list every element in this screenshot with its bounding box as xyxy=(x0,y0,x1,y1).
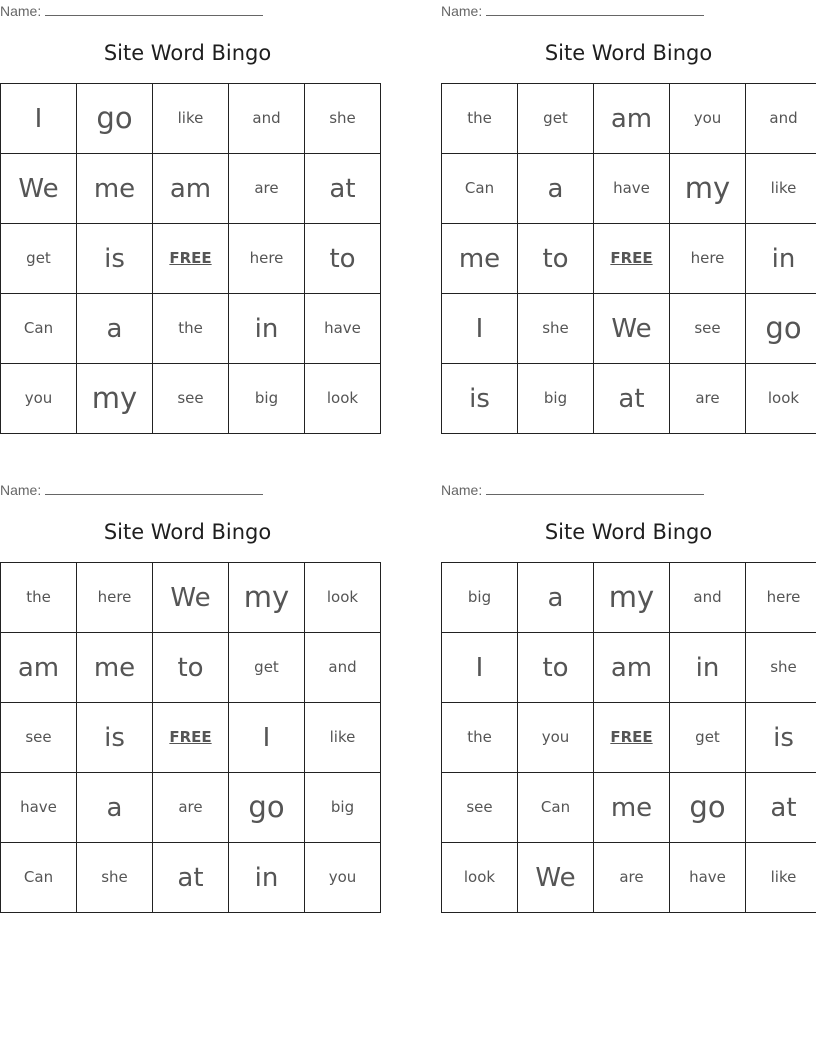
grid-row xyxy=(1,294,381,364)
bingo-cell[interactable]: go xyxy=(670,773,746,843)
bingo-cell[interactable]: a xyxy=(77,294,153,364)
bingo-cell[interactable]: look xyxy=(305,364,381,434)
bingo-cell[interactable]: are xyxy=(229,154,305,224)
bingo-cell[interactable]: in xyxy=(229,843,305,913)
bingo-cell[interactable]: my xyxy=(670,154,746,224)
card-title: Site Word Bingo xyxy=(103,520,272,544)
bingo-cell[interactable]: to xyxy=(518,633,594,703)
bingo-card-2 xyxy=(441,0,816,435)
bingo-card-3 xyxy=(0,479,375,914)
bingo-cell[interactable]: see xyxy=(670,294,746,364)
bingo-cell[interactable]: at xyxy=(153,843,229,913)
bingo-cell[interactable]: have xyxy=(1,773,77,843)
grid-row xyxy=(442,84,816,154)
bingo-cell[interactable]: in xyxy=(670,633,746,703)
bingo-cell[interactable]: and xyxy=(670,563,746,633)
grid-row xyxy=(1,703,381,773)
bingo-cell[interactable]: look xyxy=(442,843,518,913)
bingo-cell[interactable]: at xyxy=(594,364,670,434)
bingo-cell[interactable]: get xyxy=(670,703,746,773)
grid-row xyxy=(1,773,381,843)
grid-row xyxy=(442,563,816,633)
name-field[interactable] xyxy=(0,481,270,497)
name-label: Name: xyxy=(441,482,483,498)
grid-row xyxy=(1,154,381,224)
bingo-cell[interactable]: she xyxy=(518,294,594,364)
bingo-cell[interactable]: go xyxy=(746,294,816,364)
card-title: Site Word Bingo xyxy=(544,520,713,544)
bingo-cell[interactable]: I xyxy=(229,703,305,773)
bingo-cell[interactable]: she xyxy=(305,84,381,154)
bingo-cell[interactable]: my xyxy=(594,563,670,633)
grid-row xyxy=(1,364,381,434)
bingo-cell[interactable]: me xyxy=(442,224,518,294)
bingo-cell[interactable]: and xyxy=(746,84,816,154)
bingo-grid xyxy=(0,562,381,913)
bingo-grid xyxy=(441,83,816,434)
grid-row xyxy=(1,563,381,633)
bingo-cell[interactable]: am xyxy=(594,84,670,154)
bingo-cell[interactable]: see xyxy=(153,364,229,434)
bingo-cell[interactable]: have xyxy=(670,843,746,913)
bingo-card-1 xyxy=(0,0,375,435)
bingo-cell[interactable]: to xyxy=(518,224,594,294)
grid-row xyxy=(442,154,816,224)
bingo-cell[interactable]: a xyxy=(518,563,594,633)
grid-row xyxy=(442,294,816,364)
bingo-cell[interactable]: at xyxy=(746,773,816,843)
bingo-cell[interactable]: big xyxy=(442,563,518,633)
bingo-cell[interactable]: look xyxy=(305,563,381,633)
bingo-cell[interactable]: get xyxy=(1,224,77,294)
name-blank-line[interactable] xyxy=(45,481,263,495)
bingo-cell[interactable]: see xyxy=(1,703,77,773)
bingo-cell[interactable]: look xyxy=(746,364,816,434)
bingo-cell[interactable]: she xyxy=(746,633,816,703)
bingo-cell[interactable]: like xyxy=(153,84,229,154)
grid-row xyxy=(442,364,816,434)
bingo-cell[interactable]: you xyxy=(1,364,77,434)
bingo-cell[interactable]: is xyxy=(77,703,153,773)
bingo-cell[interactable]: here xyxy=(746,563,816,633)
bingo-cell[interactable]: and xyxy=(305,633,381,703)
bingo-cell[interactable]: Can xyxy=(1,294,77,364)
bingo-cell[interactable]: get xyxy=(518,84,594,154)
bingo-cell[interactable]: have xyxy=(594,154,670,224)
name-label: Name: xyxy=(441,3,483,19)
bingo-cell[interactable]: me xyxy=(594,773,670,843)
bingo-cell[interactable]: is xyxy=(746,703,816,773)
bingo-cell[interactable]: are xyxy=(670,364,746,434)
bingo-cell[interactable]: We xyxy=(153,563,229,633)
bingo-cell[interactable]: go xyxy=(77,84,153,154)
bingo-cell[interactable]: in xyxy=(746,224,816,294)
name-label: Name: xyxy=(0,3,42,19)
bingo-cell[interactable]: have xyxy=(305,294,381,364)
name-blank-line[interactable] xyxy=(486,2,704,16)
bingo-cell[interactable]: a xyxy=(77,773,153,843)
card-title: Site Word Bingo xyxy=(544,41,713,65)
bingo-cell[interactable]: Can xyxy=(442,154,518,224)
grid-row xyxy=(1,224,381,294)
bingo-cell[interactable]: go xyxy=(229,773,305,843)
bingo-cell[interactable]: in xyxy=(229,294,305,364)
bingo-cell[interactable]: am xyxy=(594,633,670,703)
bingo-cell[interactable]: you xyxy=(670,84,746,154)
bingo-cell[interactable]: the xyxy=(153,294,229,364)
name-blank-line[interactable] xyxy=(45,2,263,16)
bingo-cell[interactable]: she xyxy=(77,843,153,913)
grid-row xyxy=(442,843,816,913)
name-field[interactable] xyxy=(441,481,711,497)
bingo-cell[interactable]: my xyxy=(229,563,305,633)
bingo-grid xyxy=(0,83,381,434)
bingo-cell[interactable]: I xyxy=(442,294,518,364)
grid-row xyxy=(1,633,381,703)
bingo-cell[interactable]: the xyxy=(442,703,518,773)
bingo-cell[interactable]: here xyxy=(77,563,153,633)
bingo-grid xyxy=(441,562,816,913)
name-blank-line[interactable] xyxy=(486,481,704,495)
bingo-cell[interactable]: my xyxy=(77,364,153,434)
card-title: Site Word Bingo xyxy=(103,41,272,65)
name-field[interactable] xyxy=(441,2,711,18)
bingo-cell[interactable]: We xyxy=(1,154,77,224)
bingo-cell[interactable]: to xyxy=(153,633,229,703)
bingo-cell[interactable]: like xyxy=(746,843,816,913)
bingo-cell[interactable]: here xyxy=(229,224,305,294)
bingo-cell[interactable]: me xyxy=(77,633,153,703)
bingo-cell[interactable]: to xyxy=(305,224,381,294)
bingo-cell[interactable]: me xyxy=(77,154,153,224)
bingo-cell[interactable]: the xyxy=(442,84,518,154)
grid-row xyxy=(442,703,816,773)
bingo-cell[interactable]: is xyxy=(77,224,153,294)
bingo-cell[interactable]: We xyxy=(518,843,594,913)
bingo-cell[interactable]: are xyxy=(153,773,229,843)
bingo-cell[interactable]: I xyxy=(442,633,518,703)
bingo-cell[interactable]: big xyxy=(229,364,305,434)
bingo-cell[interactable]: are xyxy=(594,843,670,913)
bingo-cell[interactable]: here xyxy=(670,224,746,294)
name-label: Name: xyxy=(0,482,42,498)
bingo-cell[interactable]: and xyxy=(229,84,305,154)
bingo-cell[interactable]: you xyxy=(305,843,381,913)
grid-row xyxy=(1,84,381,154)
bingo-cell[interactable]: am xyxy=(153,154,229,224)
free-space-cell[interactable]: FREE xyxy=(153,703,229,773)
bingo-cell[interactable]: like xyxy=(746,154,816,224)
free-space-cell[interactable]: FREE xyxy=(594,703,670,773)
grid-row xyxy=(1,843,381,913)
bingo-cell[interactable]: big xyxy=(305,773,381,843)
bingo-cell[interactable]: see xyxy=(442,773,518,843)
bingo-cell[interactable]: I xyxy=(1,84,77,154)
bingo-cell[interactable]: a xyxy=(518,154,594,224)
bingo-cell[interactable]: Can xyxy=(1,843,77,913)
bingo-cell[interactable]: Can xyxy=(518,773,594,843)
bingo-cell[interactable]: at xyxy=(305,154,381,224)
bingo-cell[interactable]: am xyxy=(1,633,77,703)
free-space-cell[interactable]: FREE xyxy=(594,224,670,294)
grid-row xyxy=(442,773,816,843)
free-space-cell[interactable]: FREE xyxy=(153,224,229,294)
grid-row xyxy=(442,224,816,294)
bingo-cell[interactable]: like xyxy=(305,703,381,773)
bingo-card-4 xyxy=(441,479,816,914)
bingo-cell[interactable]: get xyxy=(229,633,305,703)
bingo-cell[interactable]: We xyxy=(594,294,670,364)
bingo-cell[interactable]: the xyxy=(1,563,77,633)
bingo-cell[interactable]: you xyxy=(518,703,594,773)
bingo-cell[interactable]: is xyxy=(442,364,518,434)
bingo-cell[interactable]: big xyxy=(518,364,594,434)
name-field[interactable] xyxy=(0,2,270,18)
grid-row xyxy=(442,633,816,703)
